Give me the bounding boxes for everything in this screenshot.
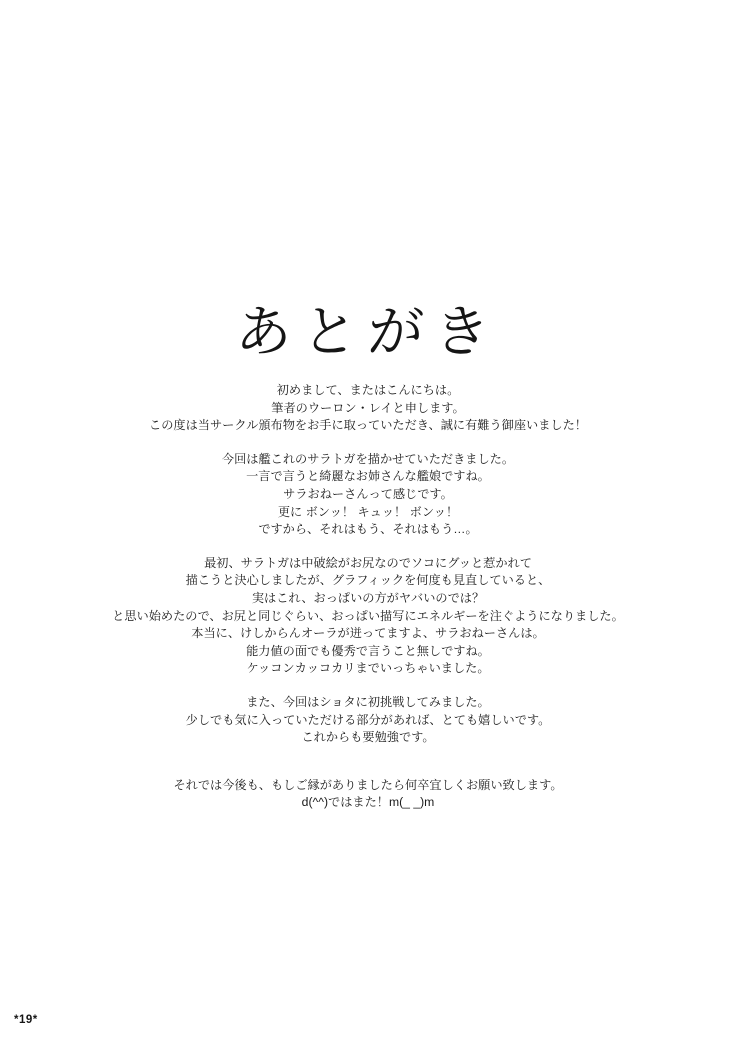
afterword-body (0, 382, 736, 812)
text-line: ケッコンカッコカリまでいっちゃいました。 (246, 661, 490, 676)
text-line: それでは今後も、もしご縁がありましたら何卒宜しくお願い致します。 (173, 777, 563, 792)
text-line: 筆者のウーロン・レイと申します。 (271, 400, 465, 415)
paragraph-spacer (0, 763, 736, 777)
text-line: また、今回はショタに初挑戦してみました。 (246, 694, 490, 709)
paragraph (0, 382, 736, 435)
text-line: 更に ボンッ！ キュッ！ ボンッ！ (277, 504, 459, 519)
text-line: 能力値の面でも優秀で言うこと無しですね。 (246, 643, 490, 658)
paragraph (0, 451, 736, 539)
text-line: と思い始めたので、お尻と同じぐらい、おっぱい描写にエネルギーを注ぐようになりました。 (112, 608, 624, 623)
text-line: 最初、サラトガは中破絵がお尻なのでソコにグッと惹かれて (204, 555, 532, 570)
text-line: この度は当サークル頒布物をお手に取っていただき、誠に有難う御座いました！ (149, 418, 587, 433)
text-line: 今回は艦これのサラトガを描かせていただきました。 (221, 451, 515, 466)
page-title: あとがき (234, 300, 502, 365)
text-line: 一言で言うと綺麗なお姉さんな艦娘ですね。 (246, 469, 490, 484)
text-line: サラおねーさんって感じです。 (283, 486, 453, 501)
page-number: *19* (14, 1014, 38, 1026)
text-line: 実はこれ、おっぱいの方がヤバいのでは？ (251, 590, 485, 605)
text-line: 本当に、けしからんオーラが迸ってますよ、サラおねーさんは。 (191, 626, 545, 641)
text-line: 少しでも気に入っていただける部分があれば、とても嬉しいです。 (185, 712, 551, 727)
text-line: 初めまして、またはこんにちは。 (276, 383, 460, 397)
text-line: d(^^)ではまた！m(_ _)m (301, 795, 435, 810)
text-line: これからも要勉強です。 (301, 730, 435, 745)
paragraph (0, 694, 736, 747)
text-line: 描こうと決心しましたが、グラフィックを何度も見直していると、 (185, 573, 551, 588)
text-line: ですから、それはもう、それはもう…。 (258, 522, 478, 537)
paragraph (0, 777, 736, 812)
paragraph (0, 555, 736, 678)
